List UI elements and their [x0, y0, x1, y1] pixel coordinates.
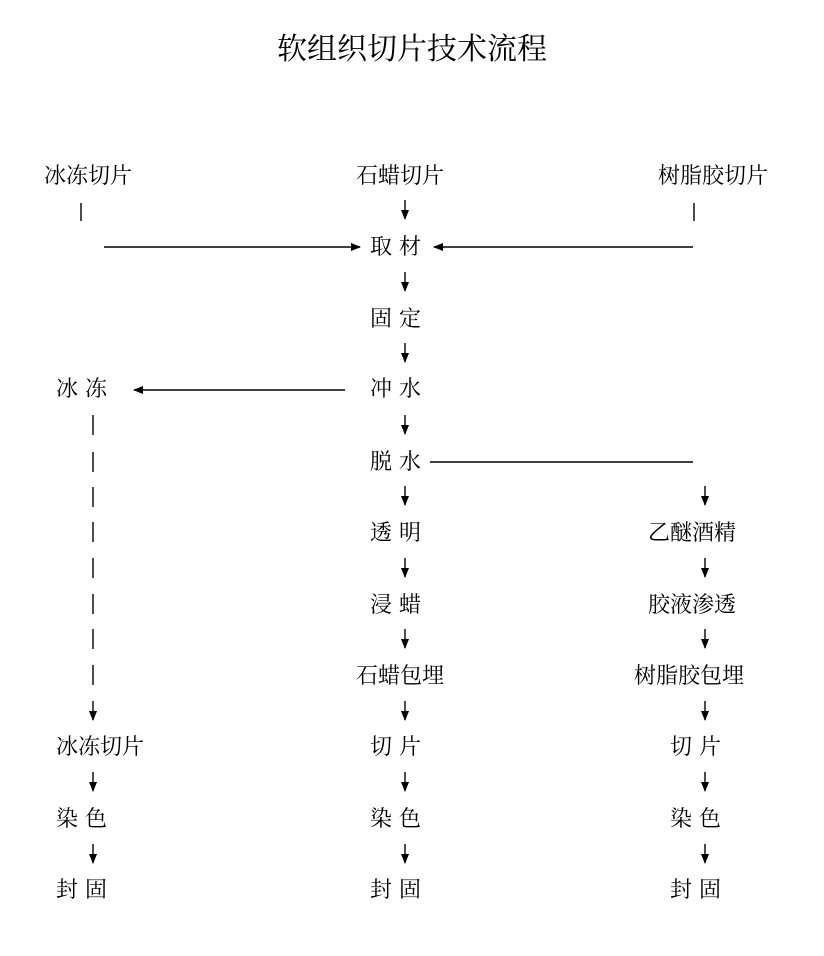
step-clearing: 透 明 — [370, 521, 421, 546]
step-frozen-sectioning: 冰冻切片 — [56, 735, 145, 760]
page-title: 软组织切片技术流程 — [277, 32, 547, 67]
step-mounting-right: 封 固 — [670, 878, 721, 903]
step-wax-infiltration: 浸 蜡 — [370, 593, 421, 618]
step-mounting-center: 封 固 — [370, 878, 421, 903]
method-paraffin-section: 石蜡切片 — [356, 164, 445, 189]
step-ether-alcohol: 乙醚酒精 — [648, 521, 737, 546]
step-dehydration: 脱 水 — [370, 450, 421, 475]
step-glue-infiltration: 胶液渗透 — [648, 593, 737, 618]
step-sectioning-right: 切 片 — [670, 735, 721, 760]
step-sampling: 取 材 — [370, 235, 421, 260]
method-frozen-section: 冰冻切片 — [44, 164, 133, 189]
step-sectioning-center: 切 片 — [370, 735, 421, 760]
step-freezing: 冰 冻 — [56, 377, 107, 402]
step-fixation: 固 定 — [370, 307, 421, 332]
step-paraffin-embedding: 石蜡包埋 — [356, 664, 445, 689]
step-staining-center: 染 色 — [370, 807, 421, 832]
step-rinse: 冲 水 — [370, 377, 421, 402]
method-resin-section: 树脂胶切片 — [658, 164, 769, 189]
step-staining-right: 染 色 — [670, 807, 721, 832]
step-staining-left: 染 色 — [56, 807, 107, 832]
step-resin-embedding: 树脂胶包埋 — [634, 664, 745, 689]
step-mounting-left: 封 固 — [56, 878, 107, 903]
